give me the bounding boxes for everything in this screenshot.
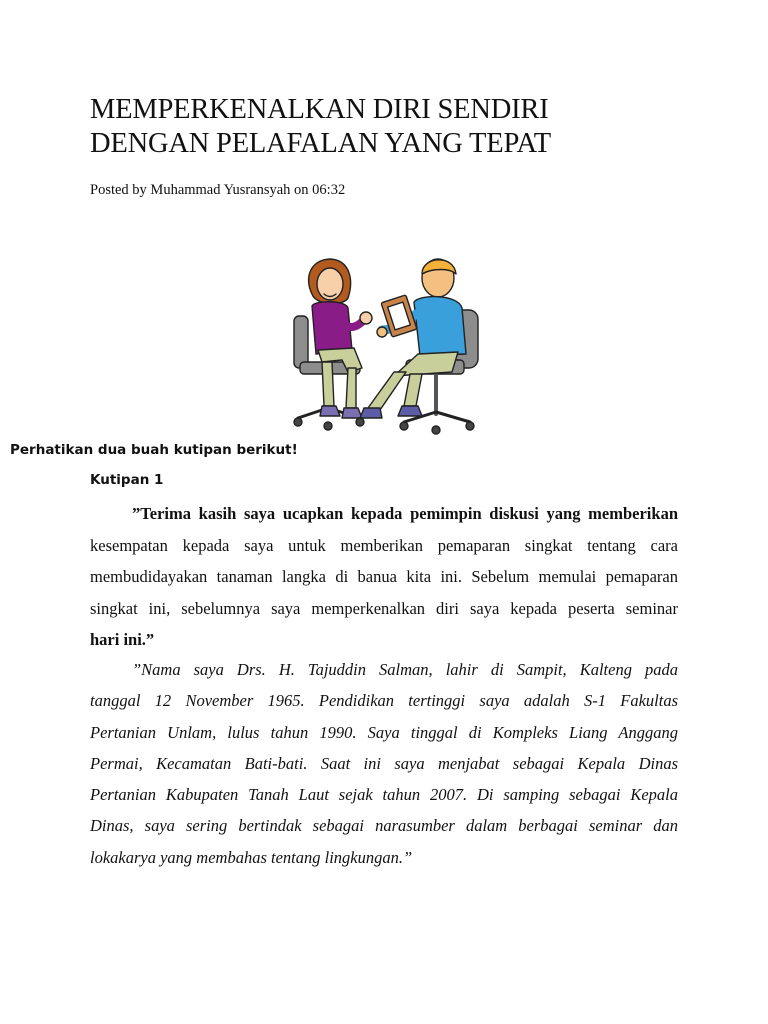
quote-1-line: singkat ini, sebelumnya saya memperkenalkan diri saya kepada peserta seminar <box>90 598 678 618</box>
quote-2-paragraph <box>90 654 678 873</box>
quote-1-line: hari ini.” <box>90 630 155 649</box>
quote-1-line: membudidayakan tanaman langka di banua kita ini. Sebelum memulai pemaparan <box>90 567 678 586</box>
section-heading: Perhatikan dua buah kutipan berikut! <box>10 442 298 458</box>
title-line-1: MEMPERKENALKAN DIRI SENDIRI <box>90 94 549 125</box>
post-byline: Posted by Muhammad Yusransyah on 06:32 <box>90 182 346 198</box>
quote-2-line: lokakarya yang membahas tentang lingkungan.” <box>90 847 413 867</box>
quote-1-line: kesempatan kepada saya untuk memberikan pemaparan singkat tentang cara <box>90 535 678 555</box>
quote-2-line: Dinas, saya sering bertindak sebagai narasumber dalam berbagai seminar dan <box>90 816 678 836</box>
quote-2-line: Pertanian Kabupaten Tanah Laut sejak tahun 2007. Di samping sebagai Kepala <box>90 785 678 805</box>
quote-1-line: ”Terima kasih saya ucapkan kepada pemimpin diskusi yang memberikan <box>132 504 678 523</box>
quote-1-paragraph <box>90 498 678 656</box>
two-people-interview-illustration <box>282 250 487 440</box>
article-title <box>90 93 710 161</box>
quote-label: Kutipan 1 <box>90 472 164 488</box>
quote-2-line: Pertanian Unlam, lulus tahun 1990. Saya tinggal di Kompleks Liang Anggang <box>90 722 678 742</box>
quote-2-line: ”Nama saya Drs. H. Tajuddin Salman, lahir di Sampit, Kalteng pada <box>132 660 678 679</box>
quote-2-line: tanggal 12 November 1965. Pendidikan tertinggi saya adalah S-1 Fakultas <box>90 691 678 711</box>
title-line-2: DENGAN PELAFALAN YANG TEPAT <box>90 128 551 159</box>
quote-2-line: Permai, Kecamatan Bati-bati. Saat ini saya menjabat sebagai Kepala Dinas <box>90 753 678 773</box>
